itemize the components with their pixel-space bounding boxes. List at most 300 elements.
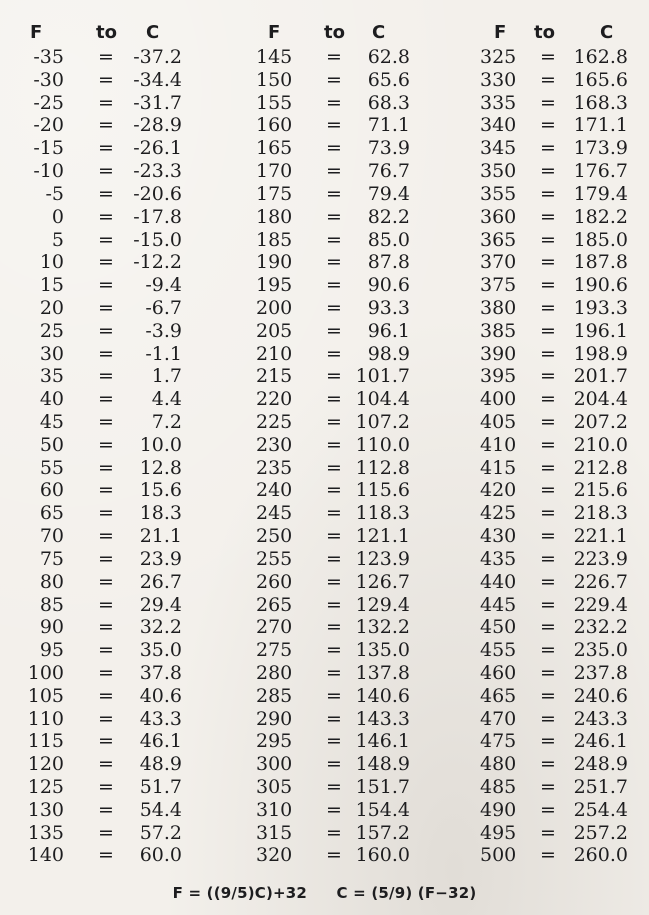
celsius-value: 104.4 [355, 388, 410, 411]
celsius-value: -3.9 [145, 319, 182, 342]
celsius-value: -34.4 [133, 68, 182, 91]
celsius-value: 43.3 [139, 707, 182, 730]
table-row [20, 343, 180, 366]
formula-c: C = (5/9) (F−32) [336, 884, 477, 902]
fahrenheit-value: 190 [256, 251, 293, 274]
celsius-value: 60.0 [139, 844, 182, 867]
fahrenheit-value: 460 [480, 661, 517, 684]
table-row [248, 685, 418, 708]
fahrenheit-value: 110 [27, 707, 64, 730]
table-row [472, 229, 642, 252]
equals-sign: = [98, 639, 114, 662]
fahrenheit-value: -25 [33, 91, 64, 114]
equals-sign: = [540, 160, 556, 183]
fahrenheit-value: 70 [39, 525, 64, 548]
column-header [472, 22, 642, 46]
fahrenheit-value: 315 [256, 821, 293, 844]
table-row [20, 114, 180, 137]
celsius-value: 148.9 [355, 753, 410, 776]
equals-sign: = [326, 730, 342, 753]
equals-sign: = [98, 707, 114, 730]
table-row [20, 274, 180, 297]
equals-sign: = [98, 547, 114, 570]
table-row [248, 251, 418, 274]
rows-column-3 [472, 46, 642, 867]
fahrenheit-value: 145 [256, 46, 293, 68]
table-row [20, 251, 180, 274]
table-row [248, 822, 418, 845]
equals-sign: = [326, 570, 342, 593]
table-row [20, 457, 180, 480]
fahrenheit-value: 35 [39, 365, 64, 388]
celsius-value: 23.9 [139, 547, 182, 570]
celsius-value: 176.7 [573, 160, 628, 183]
equals-sign: = [540, 639, 556, 662]
equals-sign: = [326, 388, 342, 411]
table-row [472, 274, 642, 297]
equals-sign: = [540, 342, 556, 365]
table-row [20, 685, 180, 708]
equals-sign: = [540, 502, 556, 525]
fahrenheit-value: 280 [256, 661, 293, 684]
fahrenheit-value: 150 [256, 68, 293, 91]
table-row [20, 92, 180, 115]
table-row [20, 616, 180, 639]
equals-sign: = [540, 525, 556, 548]
table-row [472, 92, 642, 115]
celsius-value: 212.8 [573, 456, 628, 479]
table-row [20, 160, 180, 183]
column-header [20, 22, 180, 46]
celsius-value: 171.1 [573, 114, 628, 137]
equals-sign: = [98, 205, 114, 228]
fahrenheit-value: 465 [480, 684, 517, 707]
table-row [20, 320, 180, 343]
equals-sign: = [540, 365, 556, 388]
rows-column-2 [248, 46, 418, 867]
celsius-value: 26.7 [139, 570, 182, 593]
equals-sign: = [98, 844, 114, 867]
equals-sign: = [326, 433, 342, 456]
celsius-value: -26.1 [133, 137, 182, 160]
celsius-value: 10.0 [139, 433, 182, 456]
celsius-value: 57.2 [139, 821, 182, 844]
equals-sign: = [540, 274, 556, 297]
table-row [248, 548, 418, 571]
celsius-value: 251.7 [573, 776, 628, 798]
fahrenheit-value: 425 [480, 502, 517, 525]
celsius-value: 48.9 [139, 753, 182, 776]
celsius-value: 207.2 [573, 411, 628, 433]
fahrenheit-value: 360 [480, 205, 517, 228]
equals-sign: = [326, 502, 342, 525]
fahrenheit-value: 445 [480, 593, 517, 616]
fahrenheit-value: 175 [256, 182, 293, 205]
fahrenheit-value: 430 [480, 525, 517, 548]
equals-sign: = [326, 296, 342, 319]
fahrenheit-value: -20 [33, 114, 64, 137]
equals-sign: = [326, 707, 342, 730]
celsius-value: 151.7 [355, 776, 410, 798]
equals-sign: = [326, 365, 342, 388]
fahrenheit-value: 85 [39, 593, 64, 616]
celsius-value: 79.4 [367, 182, 410, 205]
table-row [248, 844, 418, 867]
equals-sign: = [98, 251, 114, 274]
table-column-3 [472, 22, 642, 867]
table-row [472, 594, 642, 617]
fahrenheit-value: 485 [480, 776, 517, 798]
fahrenheit-value: 155 [256, 91, 293, 114]
table-row [248, 662, 418, 685]
header-f: F [268, 22, 281, 43]
table-row [472, 365, 642, 388]
header-c: C [372, 22, 386, 43]
celsius-value: 4.4 [151, 388, 182, 411]
table-row [472, 114, 642, 137]
equals-sign: = [540, 547, 556, 570]
table-row [20, 411, 180, 434]
header-to: to [96, 22, 117, 43]
fahrenheit-value: 65 [39, 502, 64, 525]
table-row [248, 320, 418, 343]
table-row [472, 639, 642, 662]
celsius-value: 115.6 [355, 479, 410, 502]
fahrenheit-value: 220 [256, 388, 293, 411]
celsius-value: 123.9 [355, 547, 410, 570]
celsius-value: 246.1 [573, 730, 628, 753]
celsius-value: 257.2 [573, 821, 628, 844]
celsius-value: 132.2 [355, 616, 410, 639]
celsius-value: 182.2 [573, 205, 628, 228]
table-row [248, 479, 418, 502]
equals-sign: = [540, 296, 556, 319]
table-row [248, 365, 418, 388]
equals-sign: = [98, 616, 114, 639]
header-to: to [324, 22, 345, 43]
table-row [248, 92, 418, 115]
equals-sign: = [540, 137, 556, 160]
fahrenheit-value: -35 [33, 46, 64, 68]
fahrenheit-value: 490 [480, 798, 517, 821]
celsius-value: -20.6 [133, 182, 182, 205]
equals-sign: = [98, 502, 114, 525]
celsius-value: 107.2 [355, 411, 410, 433]
fahrenheit-value: 350 [480, 160, 517, 183]
table-row [472, 434, 642, 457]
fahrenheit-value: 75 [39, 547, 64, 570]
table-row [20, 548, 180, 571]
celsius-value: 71.1 [367, 114, 410, 137]
celsius-value: 201.7 [573, 365, 628, 388]
celsius-value: 210.0 [573, 433, 628, 456]
table-row [248, 274, 418, 297]
table-row [248, 776, 418, 799]
equals-sign: = [326, 160, 342, 183]
celsius-value: 98.9 [367, 342, 410, 365]
equals-sign: = [326, 319, 342, 342]
celsius-value: 198.9 [573, 342, 628, 365]
celsius-value: -17.8 [133, 205, 182, 228]
fahrenheit-value: 495 [480, 821, 517, 844]
table-row [20, 662, 180, 685]
table-row [20, 137, 180, 160]
celsius-value: 1.7 [151, 365, 182, 388]
fahrenheit-value: 390 [480, 342, 517, 365]
table-row [472, 137, 642, 160]
celsius-value: 143.3 [355, 707, 410, 730]
header-f: F [30, 22, 43, 43]
equals-sign: = [98, 753, 114, 776]
equals-sign: = [540, 251, 556, 274]
celsius-value: 235.0 [573, 639, 628, 662]
equals-sign: = [326, 798, 342, 821]
celsius-value: 62.8 [367, 46, 410, 68]
celsius-value: 37.8 [139, 661, 182, 684]
celsius-value: 243.3 [573, 707, 628, 730]
equals-sign: = [540, 228, 556, 251]
fahrenheit-value: 400 [480, 388, 517, 411]
fahrenheit-value: 100 [27, 661, 64, 684]
celsius-value: 196.1 [573, 319, 628, 342]
table-row [248, 571, 418, 594]
table-row [20, 206, 180, 229]
table-row [472, 320, 642, 343]
fahrenheit-value: 265 [256, 593, 293, 616]
table-row [472, 183, 642, 206]
fahrenheit-value: -10 [33, 160, 64, 183]
equals-sign: = [326, 228, 342, 251]
celsius-value: 29.4 [139, 593, 182, 616]
table-row [20, 639, 180, 662]
fahrenheit-value: 90 [39, 616, 64, 639]
celsius-value: 18.3 [139, 502, 182, 525]
equals-sign: = [98, 433, 114, 456]
table-row [248, 525, 418, 548]
celsius-value: 215.6 [573, 479, 628, 502]
celsius-value: 179.4 [573, 182, 628, 205]
celsius-value: 226.7 [573, 570, 628, 593]
celsius-value: 229.4 [573, 593, 628, 616]
table-column-1 [20, 22, 180, 867]
equals-sign: = [98, 661, 114, 684]
fahrenheit-value: 370 [480, 251, 517, 274]
header-to: to [534, 22, 555, 43]
table-row [472, 388, 642, 411]
fahrenheit-value: 300 [256, 753, 293, 776]
celsius-value: 162.8 [573, 46, 628, 68]
equals-sign: = [98, 479, 114, 502]
celsius-value: 21.1 [139, 525, 182, 548]
fahrenheit-value: 185 [256, 228, 293, 251]
table-row [248, 753, 418, 776]
table-row [20, 479, 180, 502]
table-row [248, 388, 418, 411]
table-row [248, 114, 418, 137]
table-row [20, 183, 180, 206]
header-c: C [600, 22, 614, 43]
fahrenheit-value: 210 [256, 342, 293, 365]
equals-sign: = [540, 91, 556, 114]
table-row [20, 776, 180, 799]
header-c: C [146, 22, 160, 43]
equals-sign: = [326, 251, 342, 274]
table-row [248, 434, 418, 457]
table-row [248, 137, 418, 160]
table-row [20, 730, 180, 753]
celsius-value: 118.3 [355, 502, 410, 525]
table-row [20, 525, 180, 548]
fahrenheit-value: 230 [256, 433, 293, 456]
table-row [472, 411, 642, 434]
table-row [472, 297, 642, 320]
equals-sign: = [326, 661, 342, 684]
table-row [20, 708, 180, 731]
table-row [472, 708, 642, 731]
equals-sign: = [98, 228, 114, 251]
table-row [20, 434, 180, 457]
table-column-2 [248, 22, 418, 867]
fahrenheit-value: 345 [480, 137, 517, 160]
equals-sign: = [98, 68, 114, 91]
equals-sign: = [98, 137, 114, 160]
celsius-value: 112.8 [355, 456, 410, 479]
fahrenheit-value: 135 [27, 821, 64, 844]
equals-sign: = [326, 547, 342, 570]
equals-sign: = [326, 411, 342, 433]
table-row [248, 639, 418, 662]
equals-sign: = [326, 46, 342, 68]
fahrenheit-value: 455 [480, 639, 517, 662]
table-row [472, 343, 642, 366]
celsius-value: 68.3 [367, 91, 410, 114]
formula-f: F = ((9/5)C)+32 [172, 884, 308, 902]
table-row [472, 799, 642, 822]
celsius-value: 254.4 [573, 798, 628, 821]
table-row [472, 206, 642, 229]
table-row [472, 502, 642, 525]
fahrenheit-value: 205 [256, 319, 293, 342]
fahrenheit-value: 250 [256, 525, 293, 548]
equals-sign: = [326, 182, 342, 205]
fahrenheit-value: 235 [256, 456, 293, 479]
equals-sign: = [540, 388, 556, 411]
celsius-value: 35.0 [139, 639, 182, 662]
equals-sign: = [98, 593, 114, 616]
table-row [472, 251, 642, 274]
fahrenheit-value: 140 [27, 844, 64, 867]
table-row [248, 616, 418, 639]
fahrenheit-value: 95 [39, 639, 64, 662]
fahrenheit-value: 40 [39, 388, 64, 411]
equals-sign: = [540, 433, 556, 456]
table-row [20, 46, 180, 69]
fahrenheit-value: 335 [480, 91, 517, 114]
table-row [472, 46, 642, 69]
table-row [20, 571, 180, 594]
fahrenheit-value: 80 [39, 570, 64, 593]
table-row [472, 776, 642, 799]
celsius-value: -37.2 [133, 46, 182, 68]
celsius-value: 76.7 [367, 160, 410, 183]
celsius-value: 237.8 [573, 661, 628, 684]
table-row [472, 479, 642, 502]
celsius-value: -15.0 [133, 228, 182, 251]
table-row [248, 183, 418, 206]
equals-sign: = [540, 570, 556, 593]
table-row [248, 411, 418, 434]
celsius-value: 221.1 [573, 525, 628, 548]
celsius-value: 248.9 [573, 753, 628, 776]
header-f: F [494, 22, 507, 43]
equals-sign: = [326, 593, 342, 616]
celsius-value: -31.7 [133, 91, 182, 114]
table-row [20, 388, 180, 411]
fahrenheit-value: 170 [256, 160, 293, 183]
fahrenheit-value: 225 [256, 411, 293, 433]
celsius-value: 110.0 [355, 433, 410, 456]
table-row [20, 502, 180, 525]
fahrenheit-value: 200 [256, 296, 293, 319]
celsius-value: -28.9 [133, 114, 182, 137]
fahrenheit-value: 15 [39, 274, 64, 297]
celsius-value: 165.6 [573, 68, 628, 91]
celsius-value: 87.8 [367, 251, 410, 274]
equals-sign: = [540, 205, 556, 228]
celsius-value: 240.6 [573, 684, 628, 707]
equals-sign: = [98, 684, 114, 707]
celsius-value: 51.7 [139, 776, 182, 798]
fahrenheit-value: 55 [39, 456, 64, 479]
equals-sign: = [540, 593, 556, 616]
equals-sign: = [98, 46, 114, 68]
fahrenheit-value: 30 [39, 342, 64, 365]
equals-sign: = [540, 798, 556, 821]
table-row [472, 685, 642, 708]
table-row [248, 594, 418, 617]
fahrenheit-value: -5 [45, 182, 64, 205]
fahrenheit-value: 340 [480, 114, 517, 137]
celsius-value: 73.9 [367, 137, 410, 160]
celsius-value: -12.2 [133, 251, 182, 274]
table-row [248, 799, 418, 822]
equals-sign: = [540, 821, 556, 844]
equals-sign: = [540, 753, 556, 776]
fahrenheit-value: 285 [256, 684, 293, 707]
fahrenheit-value: 295 [256, 730, 293, 753]
celsius-value: -23.3 [133, 160, 182, 183]
celsius-value: 173.9 [573, 137, 628, 160]
equals-sign: = [326, 753, 342, 776]
equals-sign: = [326, 639, 342, 662]
fahrenheit-value: 275 [256, 639, 293, 662]
fahrenheit-value: 45 [39, 411, 64, 433]
fahrenheit-value: 440 [480, 570, 517, 593]
celsius-value: 185.0 [573, 228, 628, 251]
fahrenheit-value: 320 [256, 844, 293, 867]
equals-sign: = [98, 821, 114, 844]
equals-sign: = [98, 182, 114, 205]
celsius-value: -6.7 [145, 296, 182, 319]
equals-sign: = [98, 296, 114, 319]
table-row [472, 160, 642, 183]
celsius-value: 54.4 [139, 798, 182, 821]
equals-sign: = [540, 182, 556, 205]
celsius-value: 232.2 [573, 616, 628, 639]
table-row [20, 69, 180, 92]
equals-sign: = [540, 684, 556, 707]
fahrenheit-value: -15 [33, 137, 64, 160]
